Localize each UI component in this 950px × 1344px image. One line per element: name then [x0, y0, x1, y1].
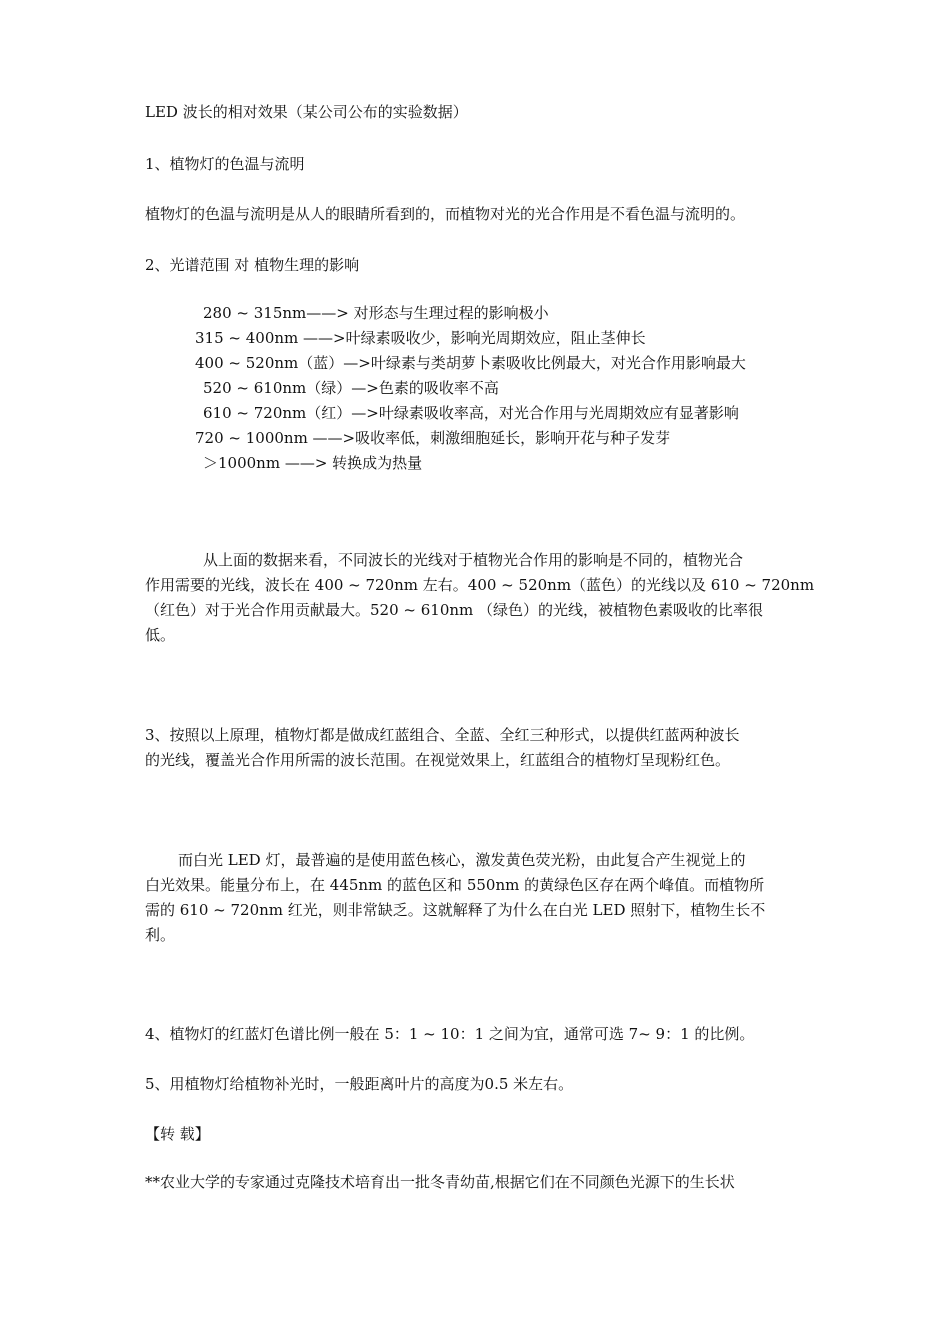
section-3-paragraph: [145, 723, 810, 773]
white-led-line: 利。: [145, 926, 176, 944]
spectrum-line-610-720: 610 ~ 720nm（红）—>叶绿素吸收率高，对光合作用与光周期效应有显著影响: [203, 404, 739, 422]
analysis-line: 作用需要的光线，波长在 400 ~ 720nm 左右。400 ~ 520nm（蓝色）的光线以及 610 ~ 720nm: [145, 576, 815, 594]
spectrum-line-400-520: 400 ~ 520nm（蓝）—>叶绿素与类胡萝卜素吸收比例最大，对光合作用影响最大: [195, 354, 746, 372]
section-2-heading: 2、光谱范围 对 植物生理的影响: [145, 256, 360, 274]
document-title: LED 波长的相对效果（某公司公布的实验数据）: [145, 103, 468, 121]
white-led-line: 白光效果。能量分布上，在 445nm 的蓝色区和 550nm 的黄绿色区存在两个峰值。而植物所: [145, 876, 765, 894]
white-led-line: 需的 610 ~ 720nm 红光，则非常缺乏。这就解释了为什么在白光 LED 照射下，植物生长不: [145, 901, 766, 919]
analysis-paragraph: [145, 548, 815, 648]
last-paragraph-line: **农业大学的专家通过克隆技术培育出一批冬青幼苗,根据它们在不同颜色光源下的生长状: [145, 1173, 735, 1191]
analysis-line: 低。: [145, 626, 176, 644]
analysis-line: 从上面的数据来看，不同波长的光线对于植物光合作用的影响是不同的，植物光合: [203, 551, 744, 569]
section-3-line: 的光线，覆盖光合作用所需的波长范围。在视觉效果上，红蓝组合的植物灯呈现粉红色。: [145, 751, 731, 769]
white-led-line: 而白光 LED 灯，最普遍的是使用蓝色核心，激发黄色荧光粉，由此复合产生视觉上的: [178, 851, 746, 869]
analysis-line: （红色）对于光合作用贡献最大。520 ~ 610nm （绿色）的光线，被植物色素吸收的比率很: [145, 601, 764, 619]
spectrum-line-520-610: 520 ~ 610nm（绿）—>色素的吸收率不高: [203, 379, 499, 397]
section-3-line: 3、按照以上原理，植物灯都是做成红蓝组合、全蓝、全红三种形式，以提供红蓝两种波长: [145, 726, 740, 744]
section-5-text: 5、用植物灯给植物补光时，一般距离叶片的高度为0.5 米左右。: [145, 1075, 574, 1093]
section-4-text: 4、植物灯的红蓝灯色谱比例一般在 5：1 ~ 10：1 之间为宜，通常可选 7~ 9：1 的比例。: [145, 1025, 755, 1043]
white-led-paragraph: [145, 848, 810, 948]
spectrum-line-315-400: 315 ~ 400nm ——>叶绿素吸收少，影响光周期效应，阻止茎伸长: [195, 329, 646, 347]
section-1-body: 植物灯的色温与流明是从人的眼睛所看到的，而植物对光的光合作用是不看色温与流明的。: [145, 205, 746, 223]
spectrum-line-over-1000: ＞1000nm ——> 转换成为热量: [203, 454, 423, 472]
spectrum-line-280-315: 280 ~ 315nm——> 对形态与生理过程的影响极小: [203, 304, 549, 322]
reprint-label: 【转 载】: [145, 1125, 210, 1143]
spectrum-line-720-1000: 720 ~ 1000nm ——>吸收率低，刺激细胞延长，影响开花与种子发芽: [195, 429, 671, 447]
section-1-heading: 1、植物灯的色温与流明: [145, 155, 305, 173]
